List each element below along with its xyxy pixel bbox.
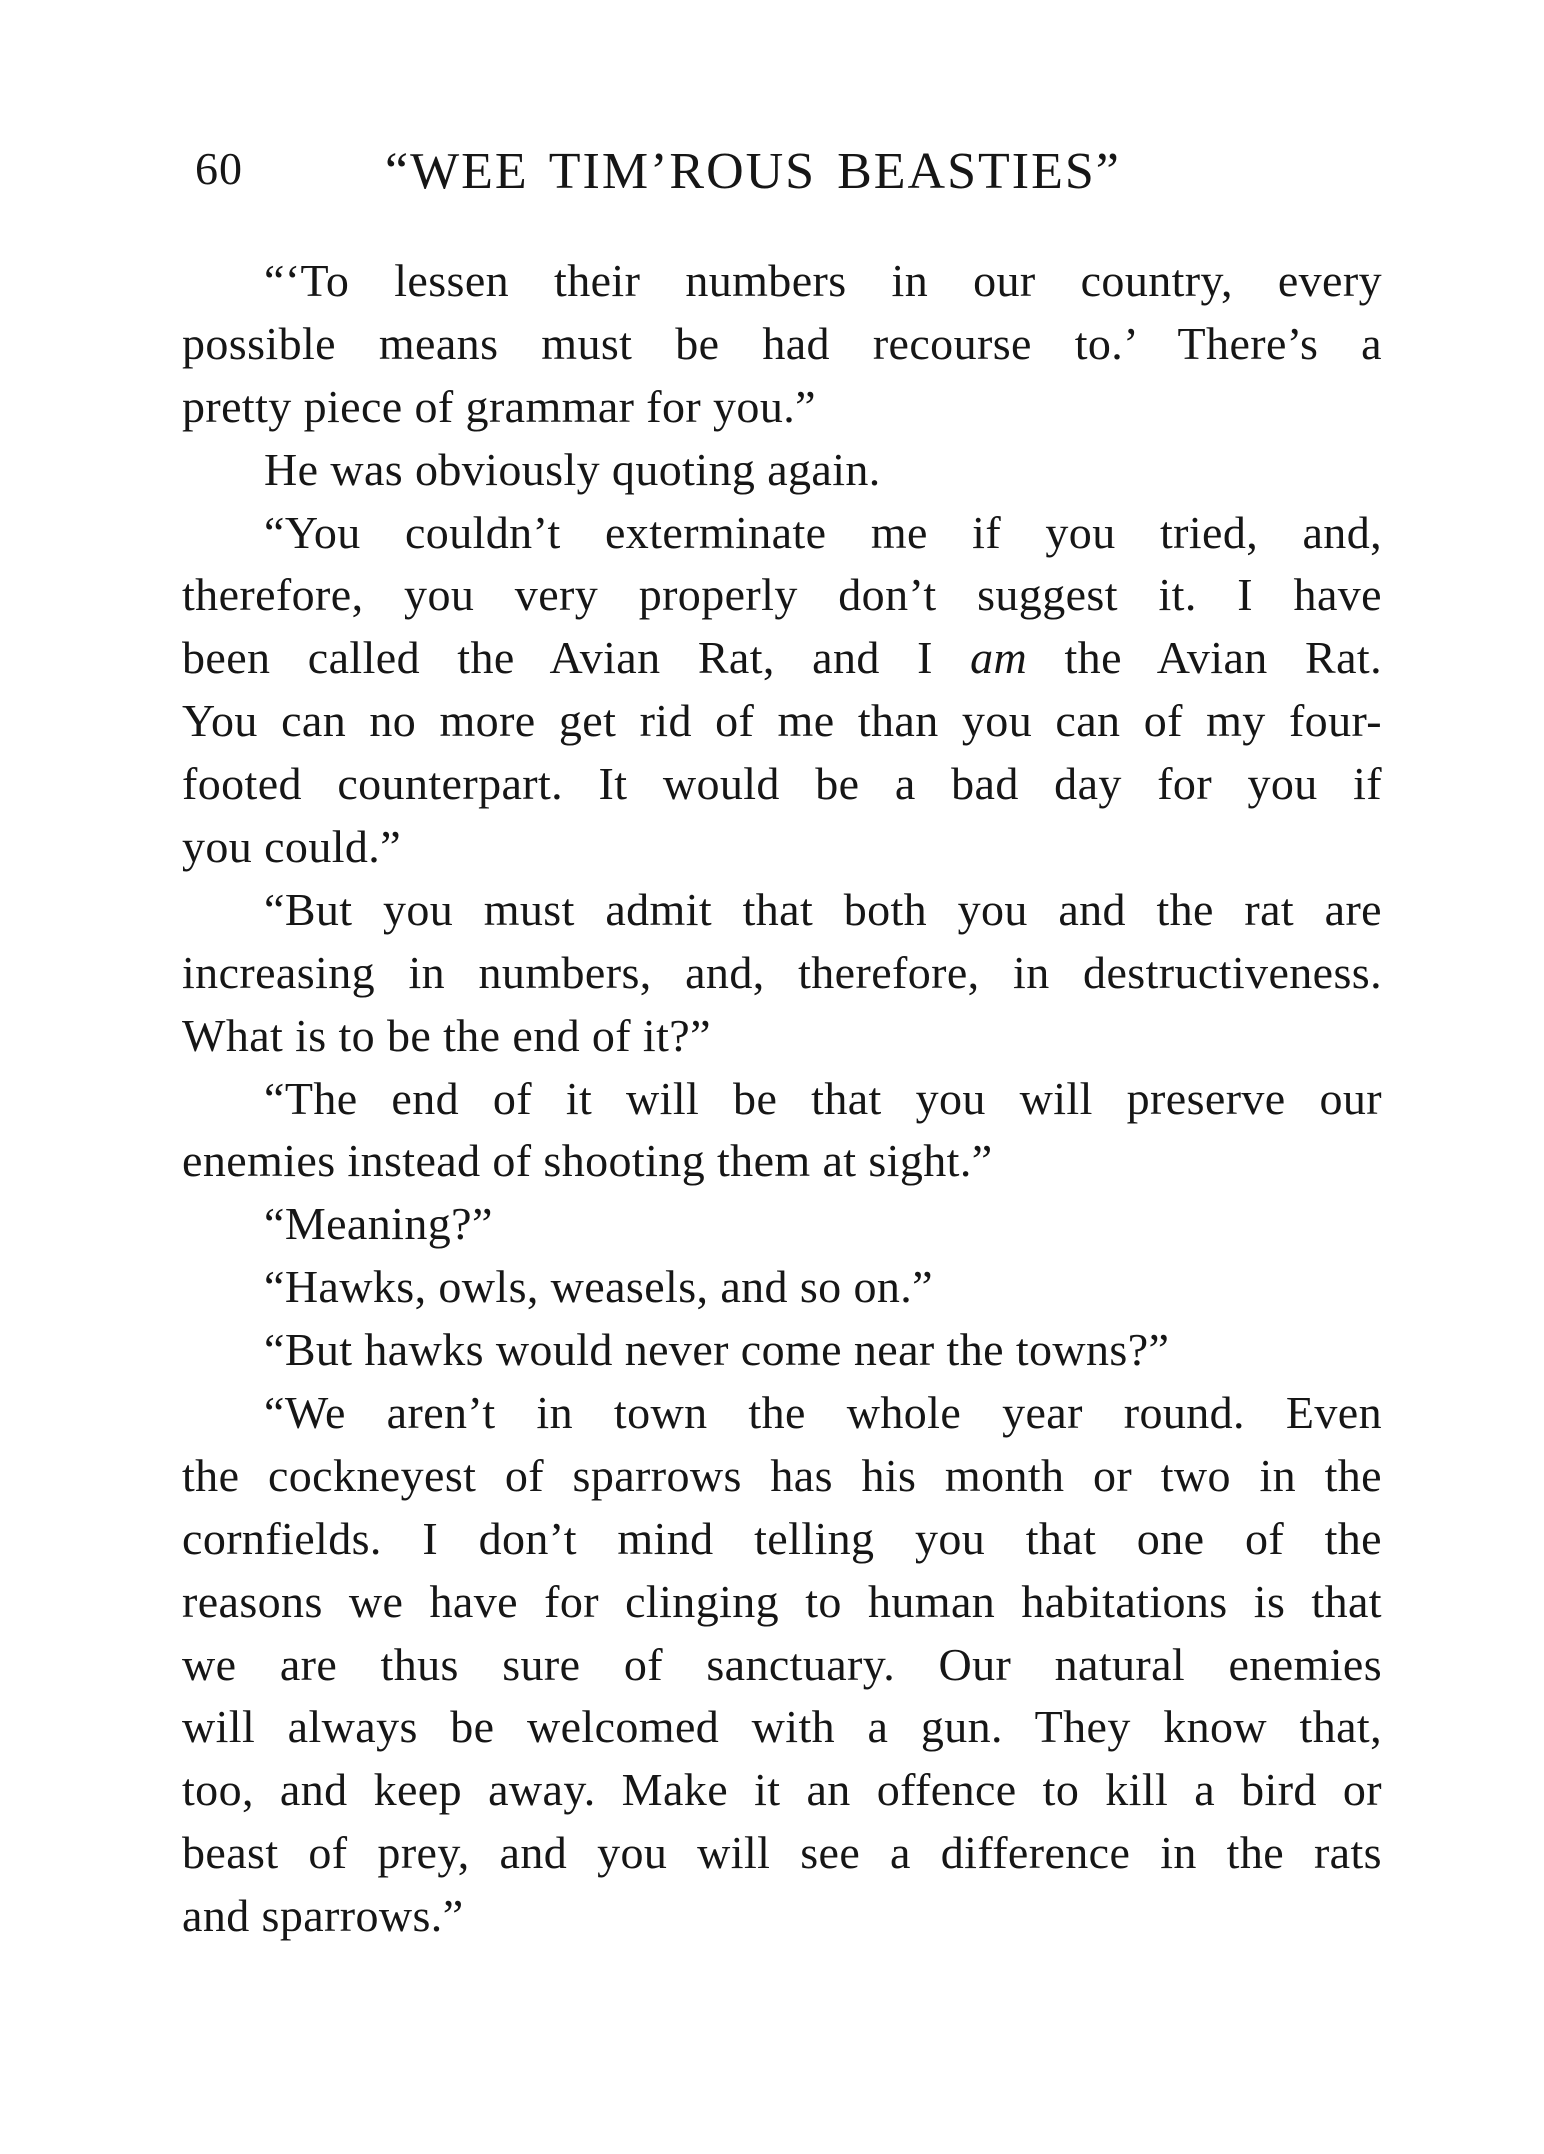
body-text [182,250,1382,1948]
page-number: 60 [195,143,243,194]
text-line: “We aren’t in town the whole year round. Even [264,1387,1382,1439]
text-line: reasons we have for clinging to human habitations is that [182,1575,1382,1627]
text-line: “‘To lessen their numbers in our country, every [264,255,1382,306]
text-line: and sparrows.” [182,1890,464,1942]
text-line: “But hawks would never come near the towns?” [264,1324,1170,1376]
text-line [182,627,1382,690]
text-line: “Hawks, owls, weasels, and so on.” [264,1261,933,1313]
text-line: we are thus sure of sanctuary. Our natural enemies [182,1638,1382,1690]
text-line: will always be welcomed with a gun. They know that, [182,1701,1382,1753]
running-title: “WEE TIM’ROUS BEASTIES” [385,143,1121,200]
text-line: you could.” [182,821,402,873]
text-line: “But you must admit that both you and the rat are [264,883,1382,935]
text-line: “Meaning?” [264,1198,493,1250]
text-segment: been called the Avian Rat, and I [182,632,971,684]
text-line: therefore, you very properly don’t suggest it. I have [182,569,1382,621]
text-line: beast of prey, and you will see a difference in the rats [182,1827,1382,1879]
text-line: You can no more get rid of me than you can of my four- [182,695,1382,747]
running-head [195,142,1375,212]
text-line: cornfields. I don’t mind telling you that one of the [182,1512,1382,1564]
text-line: What is to be the end of it?” [182,1009,711,1061]
text-line: He was obviously quoting again. [264,443,881,495]
emphasized-word: am [970,632,1028,684]
text-line: the cockneyest of sparrows has his month or two in the [182,1449,1382,1501]
text-line: pretty piece of grammar for you.” [182,380,816,432]
text-line: enemies instead of shooting them at sight.” [182,1135,993,1187]
text-line: footed counterpart. It would be a bad day for you if [182,758,1382,810]
text-line: possible means must be had recourse to.’ There’s a [182,317,1382,369]
text-line: too, and keep away. Make it an offence to kill a bird or [182,1764,1382,1816]
text-line: “The end of it will be that you will preserve our [264,1072,1382,1124]
text-line: increasing in numbers, and, therefore, in destructiveness. [182,946,1382,998]
text-segment: the Avian Rat. [1027,632,1383,684]
text-line: “You couldn’t exterminate me if you tried, and, [264,506,1382,558]
